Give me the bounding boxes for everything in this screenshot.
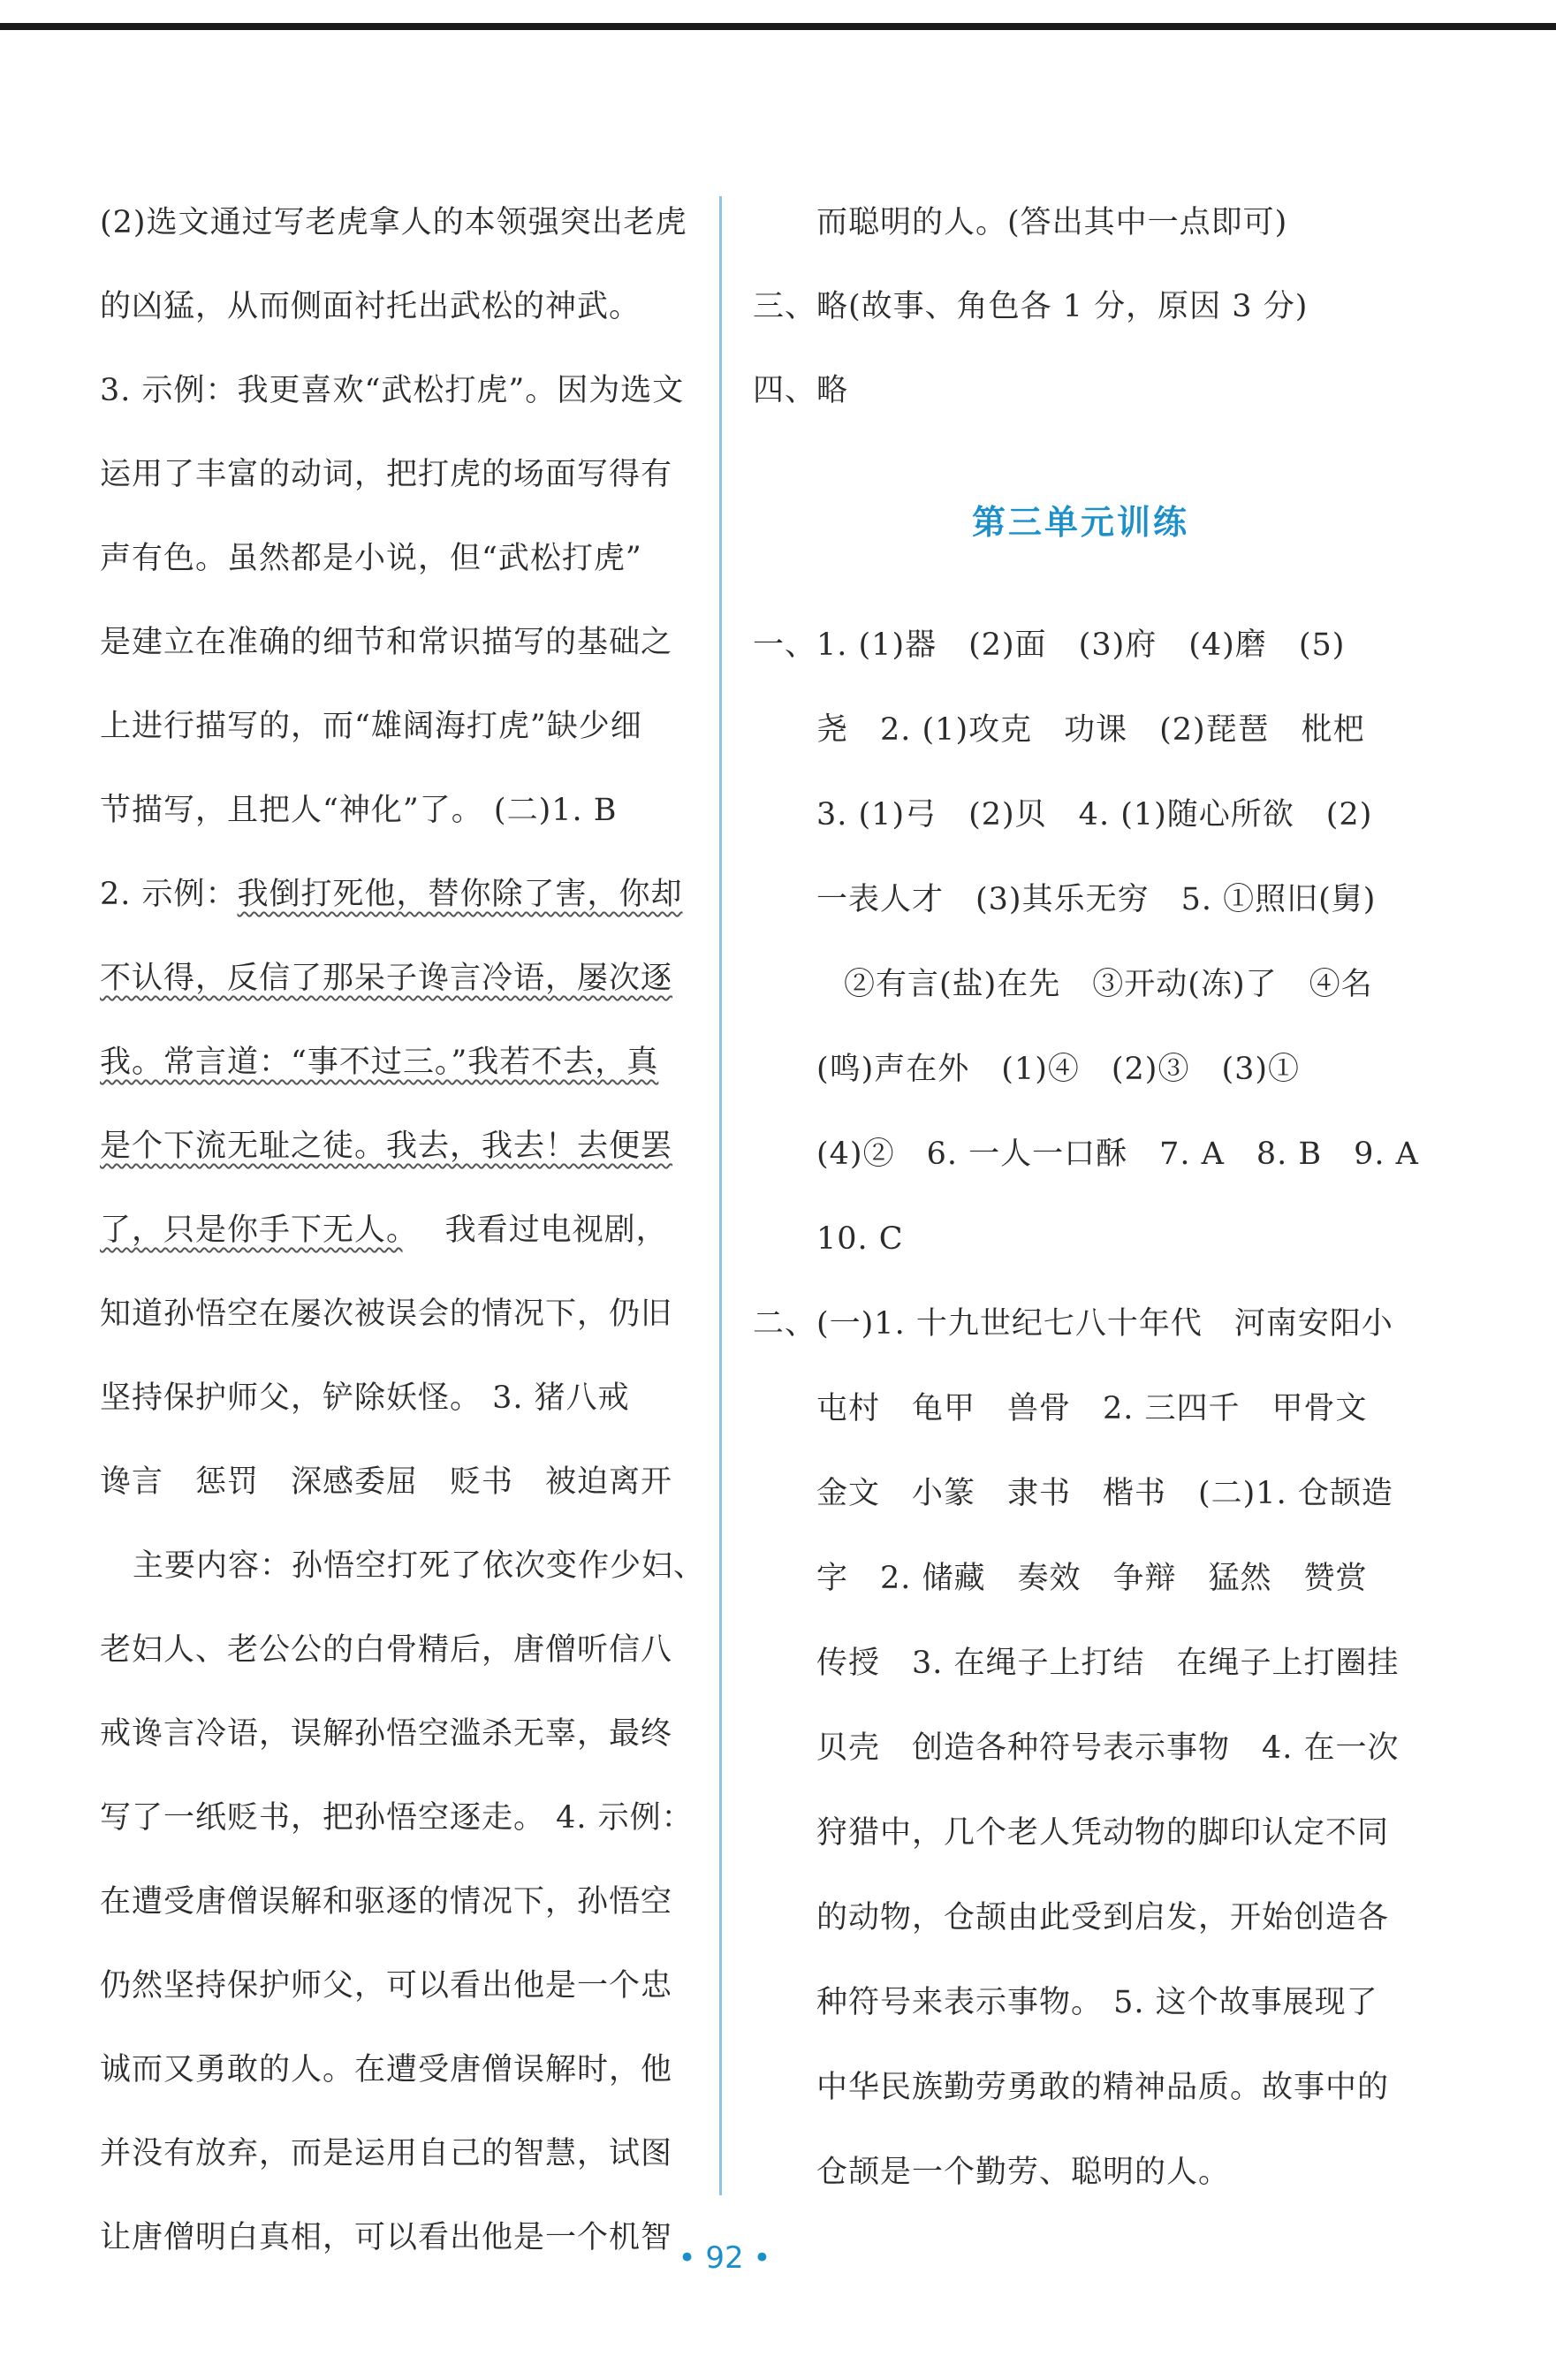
text-line: 主要内容：孙悟空打死了依次变作少妇、 [133, 1548, 706, 1584]
text-line: 知道孙悟空在屡次被误会的情况下，仍旧 [100, 1296, 673, 1332]
text-line: 金文 小篆 隶书 楷书 (二)1. 仓颉造 [816, 1476, 1393, 1511]
text-line: 并没有放弃，而是运用自己的智慧，试图 [100, 2136, 673, 2171]
text-line: (鸣)声在外 (1)④ (2)③ (3)① [816, 1052, 1301, 1087]
text-line: 让唐僧明白真相，可以看出他是一个机智 [100, 2220, 673, 2255]
text-line: 传授 3. 在绳子上打结 在绳子上打圈挂 [816, 1646, 1400, 1681]
text-line: 老妇人、老公公的白骨精后，唐僧听信八 [100, 1632, 673, 1668]
text-line: 运用了丰富的动词，把打虎的场面写得有 [100, 457, 673, 492]
text-line: (2)选文通过写老虎拿人的本领强突出老虎 [100, 205, 687, 240]
text-line: 上进行描写的，而“雄阔海打虎”缺少细 [100, 709, 642, 744]
text-line: 尧 2. (1)攻克 功课 (2)琵琶 枇杷 [816, 712, 1365, 748]
text-line: 屯村 龟甲 兽骨 2. 三四千 甲骨文 [816, 1391, 1368, 1426]
text-line: 3. 示例：我更喜欢“武松打虎”。因为选文 [100, 373, 685, 408]
text-line: 是建立在准确的细节和常识描写的基础之 [100, 625, 673, 660]
text-line: 3. (1)弓 (2)贝 4. (1)随心所欲 (2) [816, 797, 1373, 833]
text-line: 狩猎中，几个老人凭动物的脚印认定不同 [816, 1815, 1390, 1851]
text-line: 10. C [816, 1221, 904, 1257]
text-line: 一、1. (1)器 (2)面 (3)府 (4)磨 (5) [753, 627, 1346, 663]
text-line: 写了一纸贬书，把孙悟空逐走。 4. 示例： [100, 1800, 694, 1836]
section-title: 第三单元训练 [972, 503, 1190, 542]
text-line: 的凶猛，从而侧面衬托出武松的神武。 [100, 289, 641, 324]
text-line: 仍然坚持保护师父，可以看出他是一个忠 [100, 1968, 673, 2004]
column-divider [719, 196, 722, 2195]
top-rule [0, 23, 1556, 30]
quoted-passage: 是个下流无耻之徒。我去，我去！去便罢 [100, 1129, 673, 1164]
text-line: 贝壳 创造各种符号表示事物 4. 在一次 [816, 1730, 1400, 1766]
text-line: 中华民族勤劳勇敢的精神品质。故事中的 [816, 2070, 1390, 2105]
text-line: 声有色。虽然都是小说，但“武松打虎” [100, 541, 642, 576]
text-line [100, 1213, 668, 1248]
text-line: 三、略(故事、角色各 1 分，原因 3 分) [753, 289, 1309, 324]
text-line: 而聪明的人。(答出其中一点即可) [816, 205, 1288, 240]
text-line [100, 877, 683, 912]
text-line: 种符号来表示事物。 5. 这个故事展现了 [816, 1985, 1378, 2020]
text-line: 四、略 [753, 373, 849, 408]
text-line: 谗言 惩罚 深感委屈 贬书 被迫离开 [100, 1464, 673, 1500]
text-line: ②有言(盐)在先 ③开动(冻)了 ④名 [844, 967, 1373, 1002]
text-line: 仓颉是一个勤劳、聪明的人。 [816, 2155, 1231, 2190]
text-line: 诚而又勇敢的人。在遭受唐僧误解时，他 [100, 2052, 673, 2087]
text-line: 在遭受唐僧误解和驱逐的情况下，孙悟空 [100, 1884, 673, 1920]
text-line: 戒谗言冷语，误解孙悟空滥杀无辜，最终 [100, 1716, 673, 1752]
text-line: 节描写，且把人“神化”了。 (二)1. B [100, 793, 618, 828]
text-line: 二、(一)1. 十九世纪七八十年代 河南安阳小 [753, 1306, 1393, 1342]
quoted-passage: 不认得，反信了那呆子谗言冷语，屡次逐 [100, 961, 673, 996]
page-number: • 92 • [678, 2240, 771, 2276]
quoted-passage: 我倒打死他，替你除了害，你却 [237, 877, 683, 912]
quoted-passage: 我。常言道：“事不过三。”我若不去，真 [100, 1045, 659, 1080]
text-line: 字 2. 储藏 奏效 争辩 猛然 赞赏 [816, 1561, 1368, 1596]
text-line: 坚持保护师父，铲除妖怪。 3. 猪八戒 [100, 1380, 630, 1416]
text-fragment: 2. 示例： [100, 877, 238, 912]
text-line: (4)② 6. 一人一口酥 7. A 8. B 9. A [816, 1137, 1419, 1172]
quoted-passage: 了，只是你手下无人。 [100, 1213, 403, 1248]
text-line: 的动物，仓颉由此受到启发，开始创造各 [816, 1900, 1390, 1935]
text-line: 一表人才 (3)其乐无穷 5. ①照旧(舅) [816, 882, 1377, 917]
text-fragment: 我看过电视剧， [444, 1213, 668, 1248]
